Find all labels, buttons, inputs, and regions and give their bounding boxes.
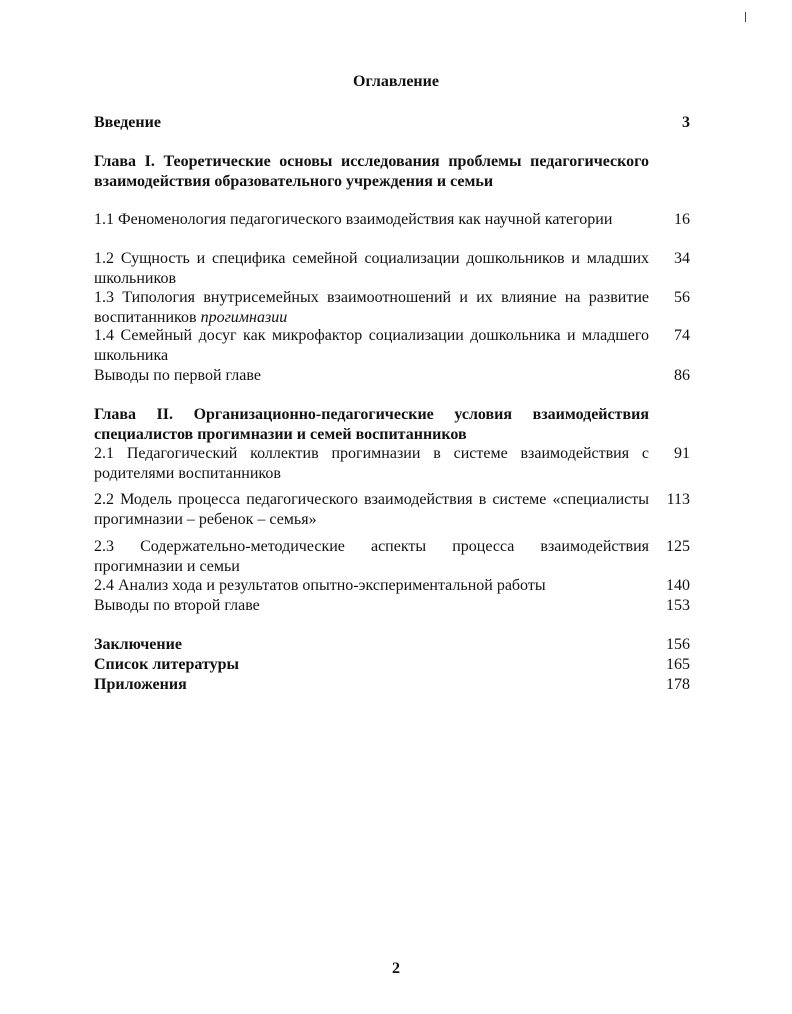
- toc-entry-conclusion[interactable]: [94, 635, 694, 655]
- toc-entry-label: 1.3 Типология внутрисемейных взаимоотношений и их влияние на развитие воспитанников: [94, 289, 649, 326]
- toc-entry-2-3[interactable]: [94, 537, 694, 576]
- toc-entry-appendices[interactable]: [94, 675, 694, 695]
- toc-heading: Оглавление: [353, 73, 439, 90]
- toc-entry-label: Список литературы: [94, 656, 239, 673]
- toc-page-number: 125: [666, 538, 690, 555]
- toc-page-number: 91: [674, 445, 690, 462]
- toc-entry-2-4[interactable]: [94, 576, 694, 596]
- toc-page-number: 153: [666, 597, 690, 614]
- page-number: 2: [392, 960, 400, 977]
- toc-page-number: 140: [666, 577, 690, 594]
- toc-entry-label: 2.3 Содержательно-методические аспекты процесса взаимодействия прогимназии и семьи: [94, 538, 649, 575]
- toc-entry-label: Приложения: [94, 676, 187, 693]
- toc-page-number: 74: [674, 327, 690, 344]
- toc-chapter-2-title[interactable]: [94, 405, 694, 444]
- toc-entry-label: Выводы по первой главе: [94, 367, 261, 384]
- toc-entry-1-2[interactable]: [94, 249, 694, 288]
- toc-page-number: 3: [682, 114, 690, 131]
- toc-page-number: 56: [674, 289, 690, 306]
- toc-entry-label: 2.1 Педагогический коллектив прогимназии в системе взаимодействия с родителями воспитанников: [94, 445, 649, 482]
- toc-entry-label: 2.4 Анализ хода и результатов опытно-экспериментальной работы: [94, 577, 546, 594]
- toc-page-number: 86: [674, 367, 690, 384]
- toc-chapter-label: Глава I. Теоретические основы исследования проблемы педагогического взаимодействия образовательного учреждения и семьи: [94, 153, 649, 190]
- toc-entry-1-3[interactable]: [94, 288, 694, 327]
- toc-entry-2-1[interactable]: [94, 444, 694, 483]
- toc-entry-2-2[interactable]: [94, 490, 694, 529]
- toc-page-number: 165: [666, 656, 690, 673]
- toc-entry-label: Выводы по второй главе: [94, 597, 260, 614]
- toc-page-number: 178: [666, 676, 690, 693]
- toc-page-number: 156: [666, 636, 690, 653]
- toc-entry-label: 1.2 Сущность и специфика семейной социализации дошкольников и младших школьников: [94, 250, 649, 287]
- toc-entry-references[interactable]: [94, 655, 694, 675]
- toc-page-number: 113: [666, 491, 690, 508]
- toc-entry-1-1[interactable]: [94, 210, 694, 230]
- toc-page-number: 34: [674, 250, 690, 267]
- toc-entry-label: 1.1 Феноменология педагогического взаимодействия как научной категории: [94, 211, 613, 228]
- toc-entry-1-4[interactable]: [94, 326, 694, 365]
- toc-entry-ch1-conclusion[interactable]: [94, 366, 694, 386]
- toc-entry-label: 2.2 Модель процесса педагогического взаимодействия в системе «специалисты прогимназии – ребенок – семья»: [94, 491, 649, 528]
- toc-entry-label-wrap: [94, 288, 649, 327]
- toc-page-number: 16: [674, 211, 690, 228]
- toc-entry-ch2-conclusion[interactable]: [94, 596, 694, 616]
- toc-entry-label: 1.4 Семейный досуг как микрофактор социализации дошкольника и младшего школьника: [94, 327, 649, 364]
- toc-entry-label-italic: прогимназии: [200, 308, 288, 326]
- toc-entry-intro[interactable]: [94, 113, 694, 133]
- toc-chapter-1-title[interactable]: [94, 152, 694, 191]
- toc-entry-label: Заключение: [94, 636, 182, 653]
- toc-chapter-label: Глава II. Организационно-педагогические условия взаимодействия специалистов прогимназии и семей воспитанников: [94, 406, 649, 443]
- toc-entry-label: Введение: [94, 114, 161, 131]
- edge-mark: [745, 12, 746, 22]
